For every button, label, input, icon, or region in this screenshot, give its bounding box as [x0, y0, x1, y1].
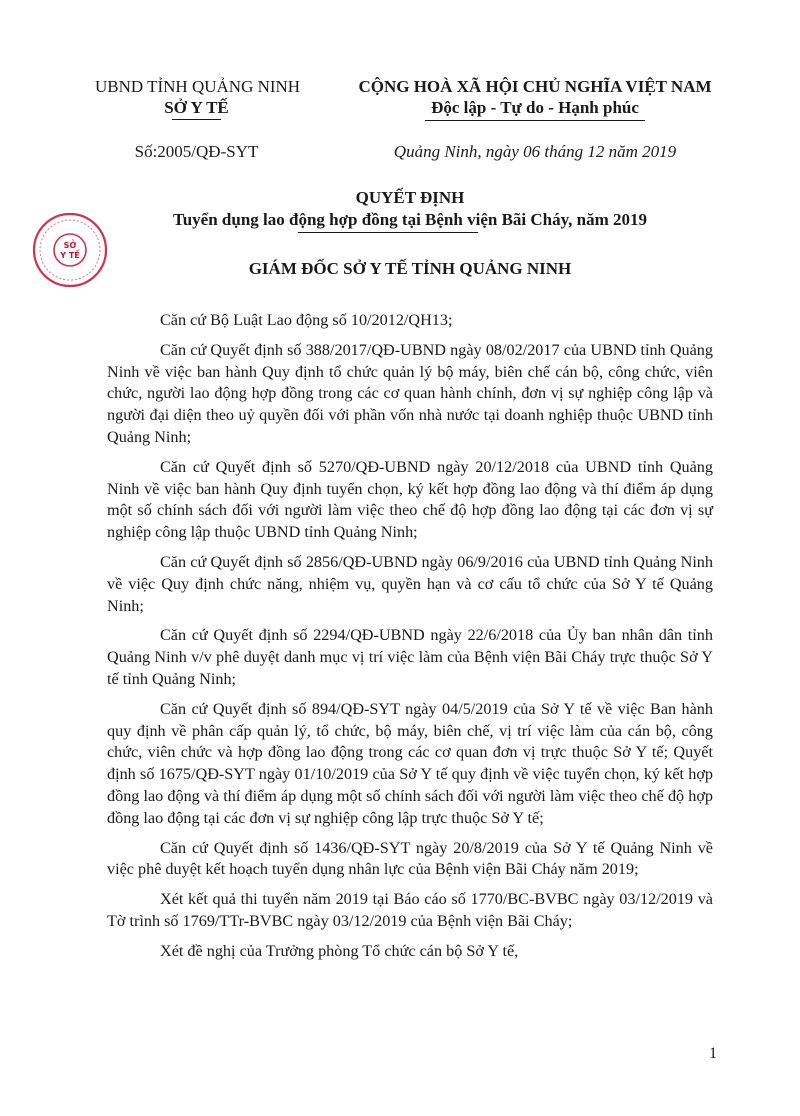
basis-paragraph: Căn cứ Quyết định số 5270/QĐ-UBND ngày 20/12/2018 của UBND tỉnh Quảng Ninh về việc ban hành Quy định tuyển chọn, ký kết hợp đồng lao động và thí điểm áp dụng một số chính sách đối với người làm việc theo chế độ hợp đồng lao động tại các đơn vị sự nghiệp công lập thuộc UBND tỉnh Quảng Ninh; [107, 457, 713, 542]
agency-parent: UBND TỈNH QUẢNG NINH [95, 77, 301, 96]
basis-paragraph: Căn cứ Quyết định số 2856/QĐ-UBND ngày 06/9/2016 của UBND tỉnh Quảng Ninh về việc Quy định chức năng, nhiệm vụ, quyền hạn và cơ cấu tổ chức của Sở Y tế Quảng Ninh; [107, 552, 713, 615]
basis-paragraph: Căn cứ Quyết định số 1436/QĐ-SYT ngày 20/8/2019 của Sở Y tế Quảng Ninh về việc phê duyệt kết hoạch tuyển dụng nhân lực của Bệnh viện Bãi Cháy năm 2019; [107, 838, 713, 879]
subject-underline [298, 232, 478, 233]
basis-paragraph: Căn cứ Bộ Luật Lao động số 10/2012/QH13; [160, 311, 453, 329]
agency-name: SỞ Y TẾ [164, 98, 229, 117]
page-number: 1 [709, 1045, 717, 1062]
agency-underline [172, 119, 221, 120]
issuing-authority: GIÁM ĐỐC SỞ Y TẾ TỈNH QUẢNG NINH [248, 259, 572, 278]
document-number: Số:2005/QĐ-SYT [134, 142, 259, 161]
official-seal [31, 211, 109, 289]
decision-preamble [107, 310, 713, 971]
document-subject: Tuyển dụng lao động hợp đồng tại Bệnh viện Bãi Cháy, năm 2019 [172, 210, 648, 229]
basis-paragraph: Căn cứ Quyết định số 388/2017/QĐ-UBND ngày 08/02/2017 của UBND tỉnh Quảng Ninh về việc ban hành Quy định tổ chức quản lý bộ máy, biên chế cán bộ, công chức, viên chức, người lao động hợp đồng trong các cơ quan hành chính, đơn vị sự nghiệp công lập và người đại diện theo uỷ quyền đối với phần vốn nhà nước tại doanh nghiệp thuộc UBND tỉnh Quảng Ninh; [107, 340, 713, 446]
seal-text-line2: Y TẾ [60, 251, 80, 260]
nation-title: CỘNG HOÀ XÃ HỘI CHỦ NGHĨA VIỆT NAM [358, 77, 712, 96]
consideration-paragraph: Xét kết quả thi tuyển năm 2019 tại Báo cáo số 1770/BC-BVBC ngày 03/12/2019 và Tờ trình số 1769/TTr-BVBC ngày 03/12/2019 của Bệnh viện Bãi Cháy; [107, 890, 713, 930]
place-and-date: Quảng Ninh, ngày 06 tháng 12 năm 2019 [393, 142, 677, 161]
consideration-paragraph: Xét đề nghị của Trưởng phòng Tổ chức cán bộ Sở Y tế, [160, 941, 519, 960]
motto-underline [425, 120, 645, 121]
seal-text-line1: SỞ [63, 241, 77, 250]
nation-motto: Độc lập - Tự do - Hạnh phúc [431, 98, 639, 117]
document-type: QUYẾT ĐỊNH [355, 188, 465, 207]
basis-paragraph: Căn cứ Quyết định số 2294/QĐ-UBND ngày 22/6/2018 của Ủy ban nhân dân tỉnh Quảng Ninh v/v phê duyệt danh mục vị trí việc làm của Bệnh viện Bãi Cháy trực thuộc Sở Y tế tỉnh Quảng Ninh; [107, 626, 713, 688]
basis-paragraph: Căn cứ Quyết định số 894/QĐ-SYT ngày 04/5/2019 của Sở Y tế về việc Ban hành quy định về phân cấp quản lý, tổ chức, bộ máy, biên chế, vị trí việc làm của cán bộ, công chức, viên chức và hợp đồng lao động trong các cơ quan đơn vị trực thuộc Sở Y tế; Quyết định số 1675/QĐ-SYT ngày 01/10/2019 của Sở Y tế quy định về việc tuyển chọn, ký kết hợp đồng lao động và thí điểm áp dụng một số chính sách đối với người làm việc theo chế độ hợp đồng lao động tại các đơn vị sự nghiệp công lập trực thuộc Sở Y tế; [107, 699, 713, 827]
